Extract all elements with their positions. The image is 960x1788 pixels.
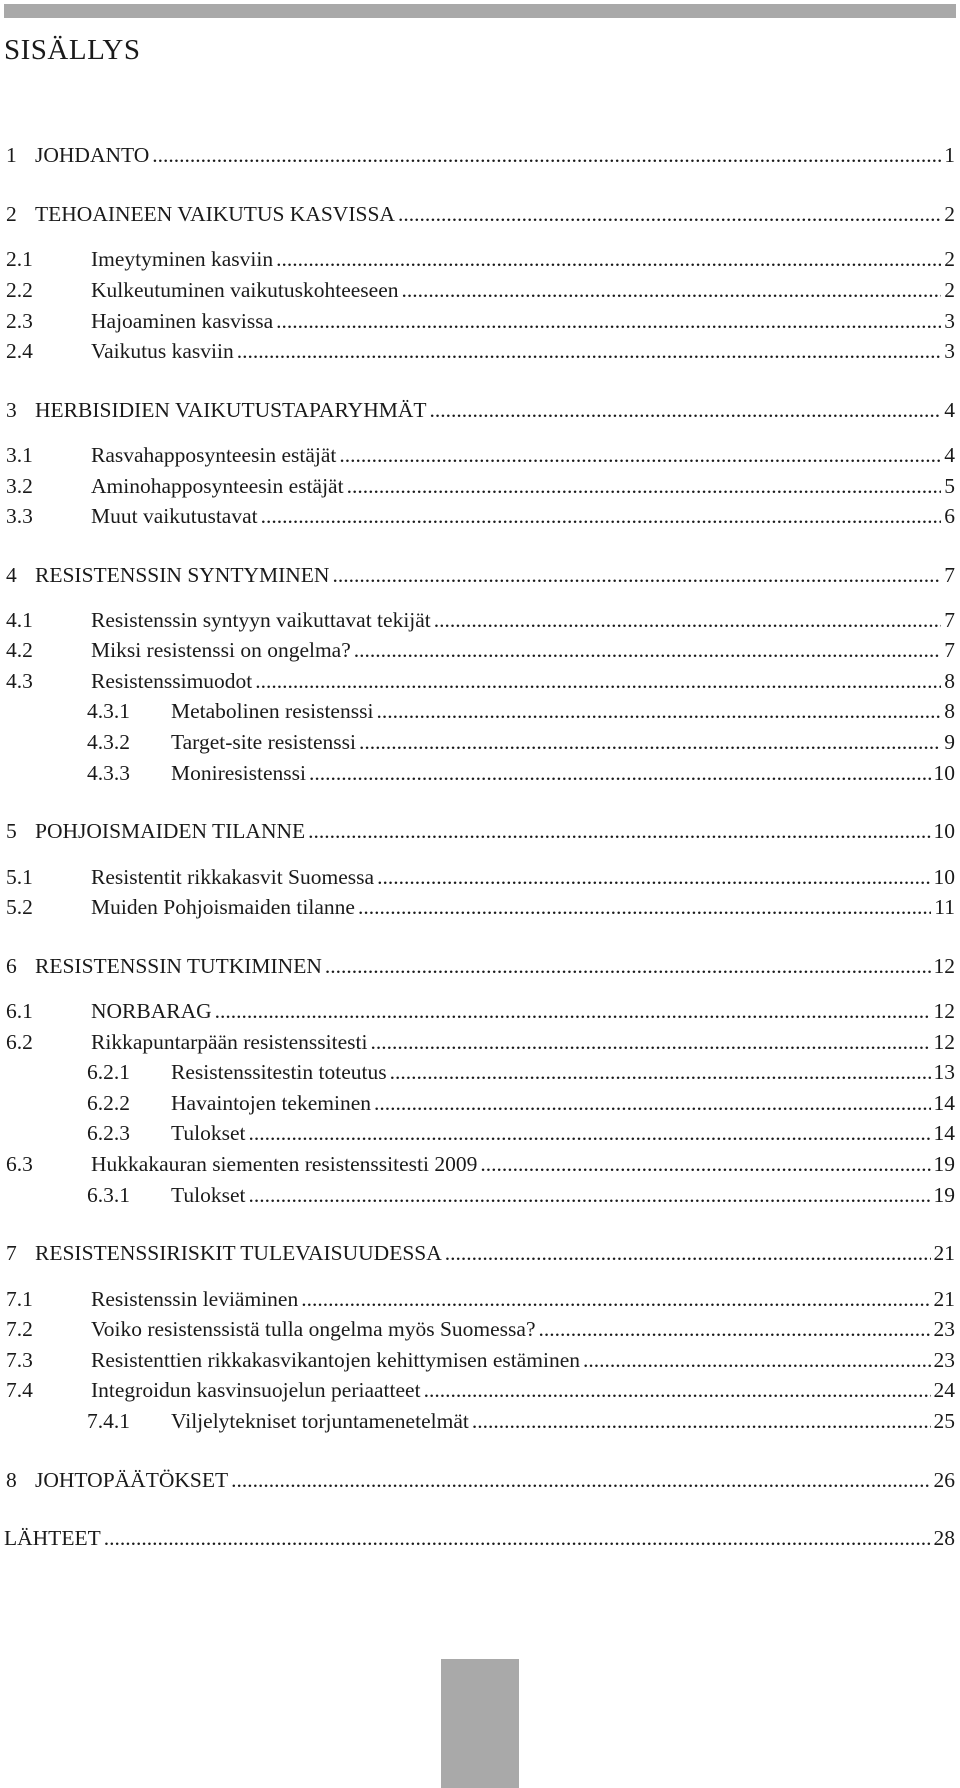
toc-dot-leader (248, 1118, 930, 1148)
toc-entry[interactable] (6, 996, 955, 1026)
toc-dot-leader (332, 560, 941, 590)
toc-entry-title: Resistenssitestin toteutus (171, 1060, 387, 1084)
toc-entry[interactable] (6, 306, 955, 336)
toc-entry-page: 12 (933, 1030, 955, 1054)
toc-dot-leader (301, 1284, 930, 1314)
toc-entry[interactable] (6, 892, 955, 922)
toc-entry-title: LÄHTEET (4, 1526, 101, 1550)
toc-dot-leader (325, 951, 931, 981)
toc-dot-leader (583, 1345, 930, 1375)
toc-entry-number: 7.4 (6, 1378, 33, 1402)
toc-dot-leader (398, 199, 941, 229)
toc-dot-leader (104, 1523, 931, 1553)
toc-entry-title: Tulokset (171, 1183, 246, 1207)
toc-entry-number: 6.2.2 (87, 1091, 130, 1115)
toc-dot-leader (374, 1088, 931, 1118)
toc-entry-number: 4.3.2 (87, 730, 130, 754)
toc-dot-leader (539, 1314, 931, 1344)
toc-dot-leader (248, 1180, 930, 1210)
toc-entry-page: 21 (933, 1241, 955, 1265)
toc-dot-leader (445, 1238, 931, 1268)
toc-entry[interactable] (87, 1118, 955, 1148)
toc-entry[interactable] (87, 1406, 955, 1436)
toc-entry-page: 26 (933, 1468, 955, 1492)
toc-entry-page: 3 (944, 339, 955, 363)
toc-dot-leader (370, 1027, 930, 1057)
toc-entry-number: 6.1 (6, 999, 33, 1023)
toc-entry-page: 23 (933, 1317, 955, 1341)
toc-entry-page: 25 (933, 1409, 955, 1433)
toc-entry-page: 10 (933, 761, 955, 785)
toc-entry-number: 3.1 (6, 443, 33, 467)
toc-entry-title: Miksi resistenssi on ongelma? (91, 638, 351, 662)
toc-entry-number: 4.3.3 (87, 761, 130, 785)
toc-entry-title: Resistenttien rikkakasvikantojen kehittymisen estäminen (91, 1348, 581, 1372)
toc-entry-page: 1 (944, 143, 955, 167)
toc-entry-title: Voiko resistenssistä tulla ongelma myös Suomessa? (91, 1317, 536, 1341)
toc-dot-leader (347, 471, 942, 501)
toc-entry-title: JOHTOPÄÄTÖKSET (35, 1468, 229, 1492)
toc-entry-number: 3.2 (6, 474, 33, 498)
toc-entry[interactable] (6, 816, 955, 846)
toc-entry[interactable] (6, 1375, 955, 1405)
toc-entry-page: 12 (933, 999, 955, 1023)
toc-entry-page: 8 (944, 699, 955, 723)
toc-entry-title: Viljelytekniset torjuntamenetelmät (171, 1409, 469, 1433)
toc-entry-number: 6.2.1 (87, 1060, 130, 1084)
toc-entry-number: 7.1 (6, 1287, 33, 1311)
toc-entry-page: 2 (944, 202, 955, 226)
toc-entry-title: Muiden Pohjoismaiden tilanne (91, 895, 355, 919)
toc-entry[interactable] (87, 727, 955, 757)
toc-entry-number: 5.2 (6, 895, 33, 919)
toc-entry-page: 2 (944, 278, 955, 302)
toc-entry-number: 2 (6, 202, 17, 226)
toc-entry-page: 19 (933, 1152, 955, 1176)
toc-entry-title: Kulkeutuminen vaikutuskohteeseen (91, 278, 399, 302)
toc-entry-page: 24 (933, 1378, 955, 1402)
toc-entry-title: RESISTENSSIN SYNTYMINEN (35, 563, 330, 587)
toc-entry[interactable] (6, 635, 955, 665)
toc-entry[interactable] (6, 336, 955, 366)
toc-entry-page: 14 (933, 1121, 955, 1145)
toc-dot-leader (237, 336, 942, 366)
toc-entry-title: JOHDANTO (35, 143, 150, 167)
toc-entry-page: 8 (944, 669, 955, 693)
toc-entry-number: 4.2 (6, 638, 33, 662)
toc-entry[interactable] (87, 1180, 955, 1210)
toc-dot-leader (472, 1406, 931, 1436)
toc-entry-page: 10 (933, 819, 955, 843)
toc-entry-page: 12 (933, 954, 955, 978)
toc-entry-page: 13 (933, 1060, 955, 1084)
toc-entry-number: 7.2 (6, 1317, 33, 1341)
toc-entry[interactable] (6, 560, 955, 590)
toc-entry-number: 4.1 (6, 608, 33, 632)
toc-dot-leader (276, 244, 941, 274)
toc-entry-title: TEHOAINEEN VAIKUTUS KASVISSA (35, 202, 395, 226)
toc-entry-page: 10 (933, 865, 955, 889)
toc-entry-page: 4 (944, 398, 955, 422)
toc-dot-leader (255, 666, 941, 696)
toc-entry-page: 14 (933, 1091, 955, 1115)
toc-entry-title: NORBARAG (91, 999, 212, 1023)
toc-entry-number: 6.3.1 (87, 1183, 130, 1207)
toc-entry-title: Metabolinen resistenssi (171, 699, 374, 723)
toc-entry-number: 8 (6, 1468, 17, 1492)
toc-entry[interactable] (6, 951, 955, 981)
toc-entry-number: 7.4.1 (87, 1409, 130, 1433)
toc-entry-number: 3.3 (6, 504, 33, 528)
toc-entry[interactable] (87, 696, 955, 726)
toc-entry[interactable] (6, 1465, 955, 1495)
toc-entry-number: 2.2 (6, 278, 33, 302)
toc-dot-leader (339, 440, 941, 470)
toc-entry[interactable] (6, 1314, 955, 1344)
toc-dot-leader (231, 1465, 930, 1495)
toc-entry-page: 7 (944, 638, 955, 662)
toc-entry-page: 7 (944, 563, 955, 587)
toc-entry-number: 6.2 (6, 1030, 33, 1054)
toc-entry-title: Tulokset (171, 1121, 246, 1145)
toc-entry-title: Havaintojen tekeminen (171, 1091, 371, 1115)
toc-entry-title: Resistenssin syntyyn vaikuttavat tekijät (91, 608, 431, 632)
toc-entry-number: 4.3 (6, 669, 33, 693)
toc-entry-page: 21 (933, 1287, 955, 1311)
toc-entry-title: RESISTENSSIN TUTKIMINEN (35, 954, 322, 978)
toc-entry-page: 5 (944, 474, 955, 498)
toc-entry-page: 3 (944, 309, 955, 333)
toc-entry-title: Muut vaikutustavat (91, 504, 258, 528)
toc-dot-leader (480, 1149, 930, 1179)
toc-entry-number: 7.3 (6, 1348, 33, 1372)
toc-dot-leader (390, 1057, 931, 1087)
toc-entry[interactable] (6, 199, 955, 229)
toc-dot-leader (359, 727, 941, 757)
toc-entry-number: 5 (6, 819, 17, 843)
toc-dot-leader (434, 605, 941, 635)
toc-entry-title: Imeytyminen kasviin (91, 247, 274, 271)
toc-entry[interactable] (6, 1345, 955, 1375)
toc-dot-leader (354, 635, 941, 665)
toc-entry-title: Aminohapposynteesin estäjät (91, 474, 344, 498)
toc-entry-title: Vaikutus kasviin (91, 339, 234, 363)
toc-entry[interactable] (6, 1027, 955, 1057)
toc-dot-leader (358, 892, 931, 922)
toc-entry-title: Resistenssin leviäminen (91, 1287, 299, 1311)
toc-entry[interactable] (6, 440, 955, 470)
toc-entry-number: 2.3 (6, 309, 33, 333)
toc-entry[interactable] (6, 605, 955, 635)
toc-entry[interactable] (6, 862, 955, 892)
toc-entry-number: 5.1 (6, 865, 33, 889)
toc-entry-number: 1 (6, 143, 17, 167)
toc-entry[interactable] (6, 471, 955, 501)
toc-entry-title: HERBISIDIEN VAIKUTUSTAPARYHMÄT (35, 398, 427, 422)
page-title: SISÄLLYS (4, 34, 141, 66)
toc-entry-title: Rikkapuntarpään resistenssitesti (91, 1030, 368, 1054)
toc-dot-leader (309, 758, 931, 788)
toc-entry[interactable] (6, 275, 955, 305)
toc-entry-page: 28 (933, 1526, 955, 1550)
toc-entry-title: RESISTENSSIRISKIT TULEVAISUUDESSA (35, 1241, 442, 1265)
toc-dot-leader (308, 816, 930, 846)
toc-dot-leader (377, 862, 930, 892)
toc-dot-leader (430, 395, 942, 425)
footer-block (441, 1659, 519, 1788)
toc-entry-page: 4 (944, 443, 955, 467)
toc-entry[interactable] (4, 1523, 955, 1553)
toc-entry-title: Rasvahapposynteesin estäjät (91, 443, 337, 467)
toc-entry-number: 3 (6, 398, 17, 422)
toc-entry-number: 2.4 (6, 339, 33, 363)
toc-entry-page: 19 (933, 1183, 955, 1207)
toc-entry-page: 11 (934, 895, 955, 919)
toc-entry-title: Integroidun kasvinsuojelun periaatteet (91, 1378, 421, 1402)
toc-dot-leader (402, 275, 942, 305)
toc-entry[interactable] (6, 1238, 955, 1268)
toc-dot-leader (276, 306, 941, 336)
toc-entry[interactable] (6, 244, 955, 274)
toc-dot-leader (424, 1375, 931, 1405)
toc-entry-page: 6 (944, 504, 955, 528)
toc-entry[interactable] (87, 758, 955, 788)
toc-entry[interactable] (6, 1149, 955, 1179)
toc-entry-number: 7 (6, 1241, 17, 1265)
toc-entry-title: Moniresistenssi (171, 761, 306, 785)
toc-entry[interactable] (87, 1088, 955, 1118)
toc-entry[interactable] (6, 666, 955, 696)
toc-entry-page: 9 (944, 730, 955, 754)
toc-entry-number: 4.3.1 (87, 699, 130, 723)
toc-entry-number: 6.2.3 (87, 1121, 130, 1145)
toc-entry-title: Hukkakauran siementen resistenssitesti 2009 (91, 1152, 478, 1176)
toc-dot-leader (215, 996, 931, 1026)
toc-entry-page: 2 (944, 247, 955, 271)
toc-dot-leader (376, 696, 941, 726)
toc-entry-number: 4 (6, 563, 17, 587)
toc-entry[interactable] (6, 140, 955, 170)
toc-entry[interactable] (6, 1284, 955, 1314)
toc-entry[interactable] (6, 395, 955, 425)
toc-entry-title: POHJOISMAIDEN TILANNE (35, 819, 306, 843)
toc-entry-title: Hajoaminen kasvissa (91, 309, 274, 333)
toc-entry-title: Resistenssimuodot (91, 669, 253, 693)
toc-entry[interactable] (87, 1057, 955, 1087)
toc-entry-number: 6.3 (6, 1152, 33, 1176)
toc-entry-number: 2.1 (6, 247, 33, 271)
toc-dot-leader (261, 501, 942, 531)
toc-dot-leader (152, 140, 941, 170)
toc-entry-page: 7 (944, 608, 955, 632)
toc-entry-title: Resistentit rikkakasvit Suomessa (91, 865, 375, 889)
toc-entry-page: 23 (933, 1348, 955, 1372)
toc-entry[interactable] (6, 501, 955, 531)
toc-entry-title: Target-site resistenssi (171, 730, 356, 754)
toc-entry-number: 6 (6, 954, 17, 978)
